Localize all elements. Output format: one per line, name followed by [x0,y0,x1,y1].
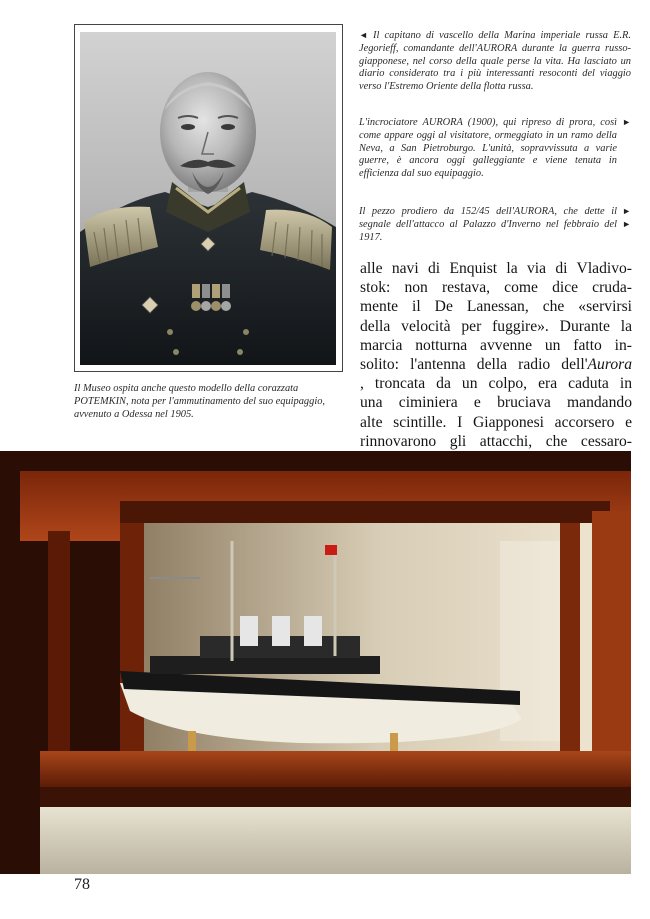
body-line [360,355,632,374]
caption-gun [359,206,631,244]
caption-arrow-left: ◄ [359,30,368,40]
caption-arrow-right: ► [622,117,631,127]
body-line: mente il De Lanessan, che «servirsi [360,298,632,316]
caption-cruiser [359,117,631,181]
ship-model-illustration [0,451,631,874]
body-line: marcia notturna avvenne un fatto in- [360,336,632,354]
page-number: 78 [74,876,90,893]
body-line-part: solito: l'antenna della radio dell' [360,356,588,374]
captain-portrait-illustration [80,32,336,365]
caption-captain [359,29,631,94]
body-line: una ciminiera e bruciava mandando [360,394,632,412]
body-line: alle navi di Enquist la via di Vladivo- [360,260,632,277]
caption-museum: Il Museo ospita anche questo modello della corazzata POTEMKIN, nota per l'ammutinamento del suo equipaggio, avvenuto a Odessa nel 1905. [74,383,326,420]
caption-captain-text: Il capitano di vascello della Marina imperiale russa E.R. Jegorieff, comandante dell'AURORA durante la guerra russo-giapponese, nel corso della quale perse la vita. Ha lasciato un diario considerato tra i più interessanti resoconti del viaggio verso l'Estremo Oriente della flotta russa. [359,30,631,93]
body-text [360,259,632,451]
caption-cruiser-text: L'incrociatore AURORA (1900), qui ripreso di prora, così come appare oggi al visitatore, ormeggiato in un ramo della Neva, a San Pietroburgo. L'unità, sopravvissuta a varie guerre, è ancora oggi galleggiante e viene tenuta in efficienza dal suo equipaggio. [359,117,617,180]
body-line: alte scintille. I Giapponesi accorsero e [360,413,632,431]
caption-gun-text: Il pezzo prodiero da 152/45 dell'AURORA, che dette il segnale dell'attacco al Palazzo d'Inverno nel febbraio del 1917. [359,206,617,243]
body-line: , troncata da un colpo, era caduta in [360,375,632,393]
caption-arrow-right: ► [622,219,631,229]
captain-portrait-photo [80,32,336,365]
body-line: rinnovarono gli attacchi, che cessaro- [360,432,632,450]
body-line: della velocità per fuggire». Durante la [360,317,632,335]
caption-arrow-right: ► [622,206,631,216]
ship-model-photo [0,451,631,874]
body-line: stok: non restava, come dice cruda- [360,279,632,297]
ship-name-italic: Aurora [587,356,632,374]
